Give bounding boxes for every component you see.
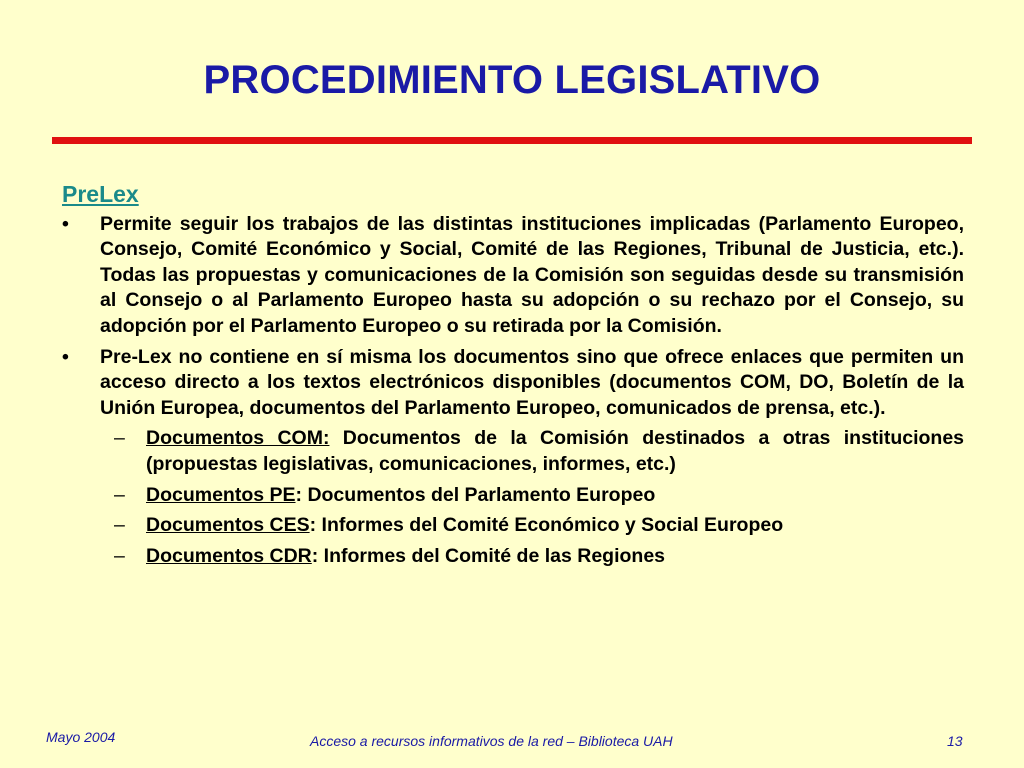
title-divider	[52, 137, 972, 144]
dash-mark: –	[114, 483, 125, 506]
bullet-text: Permite seguir los trabajos de las distintas instituciones implicadas (Parlamento Europeo, Consejo, Comité Económico y Social, Comité de las Regiones, Tribunal de Justicia, etc.). Todas las propuestas y comunicaciones de la Comisión son seguidas desde su transmisión al Consejo o al Parlamento Europeo hasta su adopción o su rechazo por el Consejo, su adopción por el Parlamento Europeo o su retirada por la Comisión.	[100, 212, 964, 337]
bullet-item	[62, 212, 964, 340]
sub-item	[62, 513, 964, 539]
slide-title: PROCEDIMIENTO LEGISLATIVO	[203, 58, 821, 102]
dash-mark: –	[114, 544, 125, 567]
documentos-cdr-link[interactable]: Documentos CDR	[146, 544, 312, 567]
sub-item-text: Documentos de la Comisión destinados a otras instituciones (propuestas legislativas, comunicaciones, informes, etc.)	[146, 427, 965, 475]
sub-item-text: : Documentos del Parlamento Europeo	[295, 483, 656, 506]
dash-mark: –	[114, 514, 125, 537]
footer-caption: Acceso a recursos informativos de la red – Biblioteca UAH	[310, 733, 673, 749]
bullet-item	[62, 345, 964, 422]
page-number: 13	[947, 733, 963, 749]
heading-row	[62, 182, 964, 212]
sub-item-text: : Informes del Comité Económico y Social Europeo	[309, 514, 784, 537]
bullet-mark: •	[62, 345, 69, 368]
dash-mark: –	[114, 427, 125, 450]
documentos-pe-link[interactable]: Documentos PE	[146, 483, 296, 506]
slide-content	[62, 182, 964, 574]
footer-date: Mayo 2004	[46, 729, 116, 745]
prelex-link[interactable]: PreLex	[62, 181, 139, 207]
sub-item	[62, 426, 964, 477]
bullet-mark: •	[62, 212, 69, 235]
sub-item-text: : Informes del Comité de las Regiones	[311, 544, 666, 567]
sub-item	[62, 483, 964, 509]
sub-item	[62, 544, 964, 570]
documentos-ces-link[interactable]: Documentos CES	[146, 514, 310, 537]
documentos-com-link[interactable]: Documentos COM:	[146, 427, 330, 450]
bullet-text: Pre-Lex no contiene en sí misma los documentos sino que ofrece enlaces que permiten un acceso directo a los textos electrónicos disponibles (documentos COM, DO, Boletín de la Unión Europea, documentos del Parlamento Europeo, comunicados de prensa, etc.).	[100, 345, 964, 419]
